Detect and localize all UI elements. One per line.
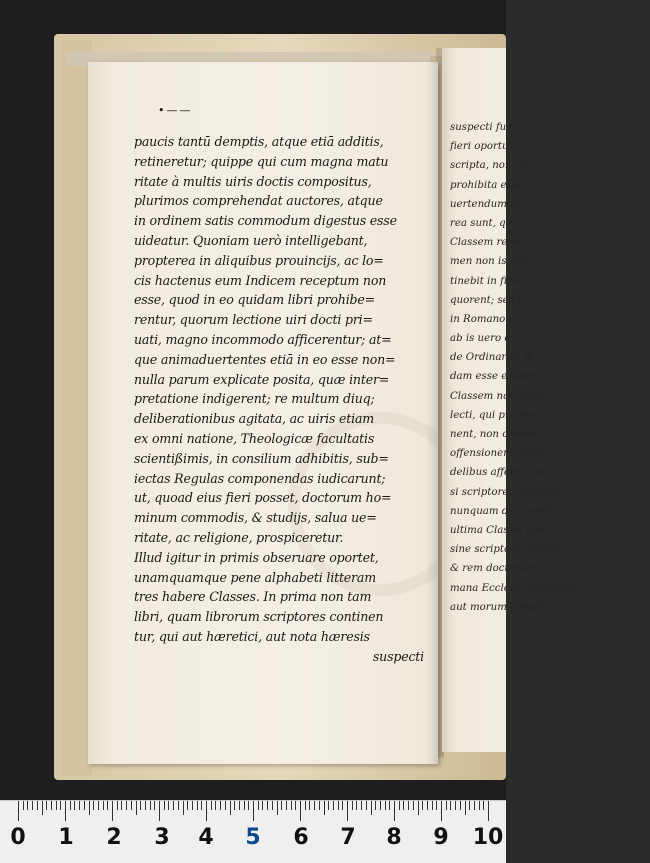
ruler-tick	[70, 801, 71, 810]
text-line: rea sunt, qui	[450, 217, 516, 229]
text-line: in Romano cata	[450, 313, 531, 325]
ruler-tick	[352, 801, 353, 810]
ruler-tick	[239, 801, 240, 810]
text-line: ex omni natione, Theologicæ facultatis	[134, 430, 375, 446]
ruler-tick	[32, 801, 33, 810]
ruler-tick	[164, 801, 165, 810]
ruler-tick	[46, 801, 47, 810]
text-line: uati, magno incommodo afficerentur; at=	[134, 331, 392, 347]
ruler-number: 10	[472, 825, 504, 850]
ruler-tick	[371, 801, 372, 815]
text-line: Classem referri	[450, 237, 531, 249]
ruler-tick	[60, 801, 61, 810]
ruler-tick	[74, 801, 75, 810]
ruler-tick	[230, 801, 231, 815]
text-line: suspecti fuerunt	[450, 122, 535, 133]
text-line: si scriptores, a quibu	[450, 486, 559, 498]
ruler-tick	[277, 801, 278, 815]
text-line: plurimos comprehendat auctores, atque	[134, 193, 383, 209]
ruler-tick	[253, 801, 254, 821]
text-line: prohibita esse.	[450, 179, 527, 191]
text-line: quorent; sed o	[450, 294, 525, 306]
ruler-tick	[319, 801, 320, 810]
text-line: scripta, non eo	[450, 160, 527, 172]
text-line: de Ordinariis, &	[450, 352, 534, 364]
left-page-text	[134, 132, 436, 667]
page-mark: •——	[158, 104, 193, 117]
text-line: & rem doctrinam ca	[450, 563, 554, 575]
ruler-tick	[262, 801, 263, 810]
text-line: ritate, ac religione, prospiceretur.	[134, 529, 344, 545]
ruler-tick	[314, 801, 315, 810]
ruler-tick	[136, 801, 137, 815]
ruler-number: 5	[245, 825, 261, 850]
catchword: suspecti	[372, 648, 424, 664]
ruler-tick	[140, 801, 141, 810]
text-line: in ordinem satis commodum digestus esse	[134, 213, 397, 229]
ruler-tick	[84, 801, 85, 810]
ruler-tick	[347, 801, 348, 821]
ruler-tick	[385, 801, 386, 810]
ruler-tick	[215, 801, 216, 810]
ruler-tick	[201, 801, 202, 810]
ruler-tick	[51, 801, 52, 810]
ruler-number: 3	[154, 825, 170, 850]
text-line: retineretur; quippe qui cum magna matu	[134, 153, 389, 169]
ruler-tick	[361, 801, 362, 810]
text-line: que animaduertentes etiā in eo esse non=	[134, 351, 396, 367]
ruler-tick	[168, 801, 169, 810]
ruler-tick	[366, 801, 367, 810]
text-line: esse, quod in eo quidam libri prohibe=	[134, 292, 375, 308]
text-line: cis hactenus eum Indicem receptum non	[134, 272, 387, 288]
ruler-tick	[126, 801, 127, 810]
ruler-tick	[338, 801, 339, 810]
text-line: fieri oportuit;	[450, 141, 520, 153]
ruler-tick	[117, 801, 118, 810]
ruler-tick	[291, 801, 292, 810]
text-line: tres habere Classes. In prima non tam	[134, 589, 372, 605]
ruler-tick	[121, 801, 122, 810]
ruler-tick	[234, 801, 235, 810]
ruler-tick	[272, 801, 273, 810]
ruler-tick	[380, 801, 381, 810]
ruler-number: 6	[293, 825, 309, 850]
text-line: offensionem etiam	[450, 448, 546, 460]
text-line: ut, quoad eius fieri posset, doctorum ho=	[134, 490, 392, 506]
ruler-tick	[436, 801, 437, 810]
ruler-tick	[145, 801, 146, 810]
ruler-tick	[450, 801, 451, 810]
text-line: ritate à multis uiris doctis compositus,	[134, 173, 372, 189]
ruler-tick	[93, 801, 94, 810]
ruler-tick	[418, 801, 419, 815]
page-gutter-shadow	[426, 62, 438, 764]
text-line: propterea in aliquibus prouincijs, ac lo=	[134, 252, 384, 268]
ruler-tick	[159, 801, 160, 821]
text-line: aut morum integri	[450, 601, 545, 613]
ruler-tick	[375, 801, 376, 810]
ruler-tick	[446, 801, 447, 810]
ruler-tick	[220, 801, 221, 810]
ruler-tick	[37, 801, 38, 810]
ruler-tick	[150, 801, 151, 810]
text-line: sine scriptoris nomin	[450, 544, 559, 556]
ruler-tick	[286, 801, 287, 810]
text-line: delibus afferre pos	[450, 467, 547, 479]
ruler-tick	[422, 801, 423, 810]
ruler-tick	[178, 801, 179, 810]
ruler-tick	[460, 801, 461, 810]
ruler-tick	[408, 801, 409, 810]
ruler-tick	[403, 801, 404, 810]
text-line: pretatione indigerent; re multum diuq;	[134, 391, 375, 407]
ruler-tick	[187, 801, 188, 810]
text-line: paucis tantū demptis, atque etiā additis,	[134, 134, 384, 149]
text-line: tinebit in finitu	[450, 275, 528, 287]
ruler-tick	[300, 801, 301, 821]
measurement-ruler	[0, 800, 506, 863]
ruler-tick	[197, 801, 198, 810]
text-line: nunquam de scienti	[450, 505, 552, 517]
ruler-number: 2	[106, 825, 122, 850]
text-line: men non is fuer	[450, 256, 531, 268]
ruler-tick	[65, 801, 66, 821]
text-line: uideatur. Quoniam uerò intelligebant,	[134, 232, 368, 248]
ruler-number: 8	[386, 825, 402, 850]
text-line: tur, qui aut hæretici, aut nota hæresis	[134, 628, 370, 644]
ruler-tick	[474, 801, 475, 810]
ruler-tick	[328, 801, 329, 810]
ruler-tick	[56, 801, 57, 810]
ruler-tick	[432, 801, 433, 810]
ruler-tick	[342, 801, 343, 810]
ruler-tick	[324, 801, 325, 815]
ruler-number: 4	[198, 825, 214, 850]
ruler-tick	[295, 801, 296, 810]
text-line: iectas Regulas componendas iudicarunt;	[134, 470, 386, 486]
text-line: uertendum est	[450, 198, 526, 210]
ruler-tick	[206, 801, 207, 821]
ruler-tick	[333, 801, 334, 810]
ruler-tick	[131, 801, 132, 810]
ruler-tick	[455, 801, 456, 810]
right-page	[442, 48, 577, 752]
text-line: deliberationibus agitata, ac uiris etiam	[134, 411, 375, 427]
ruler-tick	[112, 801, 113, 821]
ruler-number: 1	[58, 825, 74, 850]
ruler-tick	[98, 801, 99, 810]
text-line: nent, non omnem	[450, 429, 541, 440]
ruler-tick	[79, 801, 80, 810]
ruler-tick	[465, 801, 466, 815]
ruler-tick	[479, 801, 480, 810]
text-line: rentur, quorum lectione uiri docti pri=	[134, 312, 373, 328]
ruler-tick	[244, 801, 245, 810]
ruler-tick	[154, 801, 155, 810]
ruler-tick	[427, 801, 428, 810]
ruler-tick	[356, 801, 357, 810]
ruler-tick	[18, 801, 19, 821]
ruler-tick	[42, 801, 43, 815]
text-line: scientißimis, in consilium adhibitis, sub=	[134, 450, 389, 466]
ruler-tick	[258, 801, 259, 810]
ruler-tick	[225, 801, 226, 810]
ruler-tick	[192, 801, 193, 810]
text-line: ultima Classis eos li	[450, 524, 553, 536]
ruler-tick	[27, 801, 28, 810]
ruler-tick	[488, 801, 489, 821]
ruler-tick	[281, 801, 282, 810]
text-line: lecti, qui propter	[450, 409, 538, 421]
ruler-tick	[173, 801, 174, 810]
ruler-tick	[107, 801, 108, 810]
text-line: dam esse existim	[450, 371, 539, 383]
ruler-tick	[389, 801, 390, 810]
text-line: unamquamque pene alphabeti litteram	[134, 569, 376, 585]
text-line: nulla parum explicate posita, quæ inter=	[134, 371, 390, 387]
ruler-tick	[309, 801, 310, 810]
ruler-number: 0	[10, 825, 26, 850]
text-line: libri, quam librorum scriptores continen	[134, 609, 384, 625]
ruler-tick	[483, 801, 484, 810]
left-page	[88, 62, 438, 764]
ruler-tick	[441, 801, 442, 821]
ruler-tick	[399, 801, 400, 810]
ruler-tick	[248, 801, 249, 810]
text-line: Illud igitur in primis obseruare oportet,	[134, 549, 379, 565]
ruler-tick	[394, 801, 395, 821]
text-line: ab is uero ex	[450, 333, 517, 345]
ruler-tick	[23, 801, 24, 810]
ruler-tick	[413, 801, 414, 810]
ruler-tick	[183, 801, 184, 815]
ruler-number: 7	[340, 825, 356, 850]
ruler-tick	[89, 801, 90, 815]
text-line: Classem non aucto	[450, 390, 548, 402]
right-page-text	[450, 118, 650, 617]
ruler-tick	[267, 801, 268, 810]
ruler-tick	[103, 801, 104, 810]
ruler-number: 9	[433, 825, 449, 850]
text-line: mana Ecclesia nunquam	[450, 582, 577, 594]
ruler-tick	[211, 801, 212, 810]
text-line: minum commodis, & studijs, salua ue=	[134, 510, 377, 526]
ruler-tick	[305, 801, 306, 810]
ruler-tick	[469, 801, 470, 810]
